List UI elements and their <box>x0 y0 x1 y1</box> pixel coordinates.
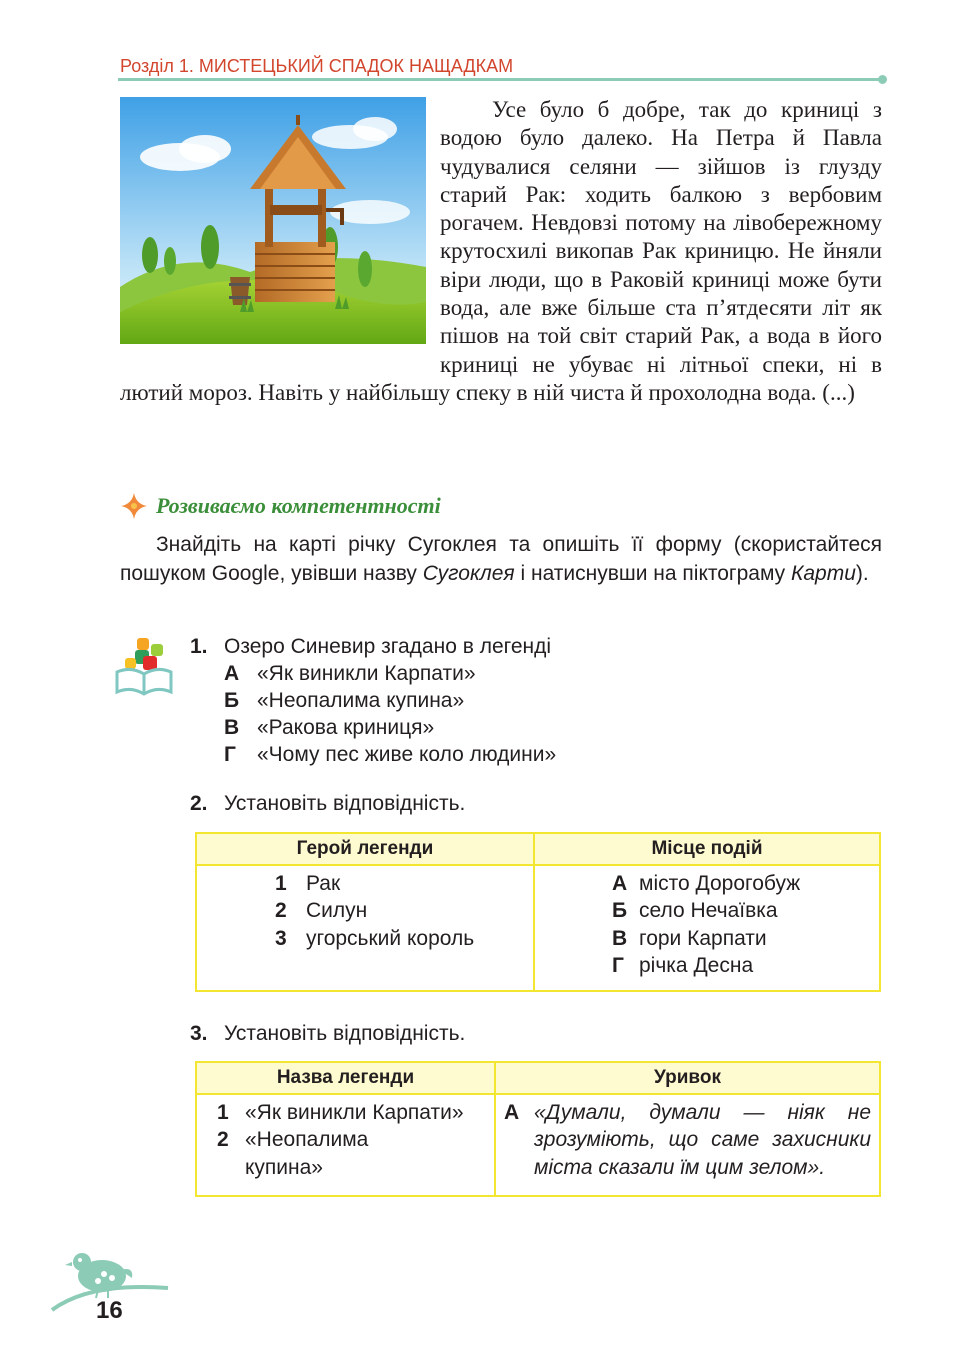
question-2-text: Установіть відповідність. <box>224 792 466 815</box>
list-item[interactable] <box>612 925 879 952</box>
map-task-part: ). <box>855 562 869 585</box>
excerpt-text: «Думали, думали — ніяк не зрозуміють, що саме захисники міста сказали їм цим зелом». <box>534 1101 871 1179</box>
q1-option-a[interactable] <box>224 662 476 686</box>
item-letter: Б <box>612 899 628 923</box>
item-text: «Як виникли Карпати» <box>245 1101 464 1124</box>
item-letter: В <box>612 926 628 950</box>
q2-places-list <box>535 866 879 979</box>
q1-option-c[interactable] <box>224 716 434 740</box>
river-name: Сугоклея <box>422 562 515 585</box>
list-item[interactable] <box>275 870 533 897</box>
list-item[interactable] <box>217 1099 494 1126</box>
option-text: «Чому пес живе коло людини» <box>257 743 557 766</box>
sparkle-icon <box>120 492 148 520</box>
list-item[interactable] <box>217 1126 494 1153</box>
q2-col-heroes: Герой легенди <box>196 833 534 865</box>
list-item[interactable] <box>275 897 533 924</box>
chapter-header: Розділ 1. МИСТЕЦЬКИЙ СПАДОК НАЩАДКАМ <box>120 56 514 76</box>
illustration-space <box>120 96 440 351</box>
option-text: «Неопалима купина» <box>257 689 465 712</box>
story-text <box>120 96 882 407</box>
item-number: 1 <box>275 872 287 895</box>
item-text: купина» <box>245 1155 323 1179</box>
map-task-text <box>120 530 882 588</box>
option-text: «Ракова криниця» <box>257 716 435 739</box>
section-title: Розвиваємо компетентності <box>156 493 441 518</box>
list-item[interactable] <box>612 952 879 979</box>
item-text: село Нечаївка <box>639 899 778 923</box>
item-text: Силун <box>306 899 368 923</box>
question-3-text: Установіть відповідність. <box>224 1022 466 1045</box>
maps-name: Карти <box>790 562 856 585</box>
q1-option-d[interactable] <box>224 743 556 767</box>
question-1-text: Озеро Синевир згадано в легенді <box>224 635 552 658</box>
q3-names-cell <box>196 1094 495 1196</box>
q3-col-excerpt: Уривок <box>495 1062 880 1094</box>
item-text: місто Дорогобуж <box>639 872 801 895</box>
item-number: 3 <box>275 926 287 950</box>
q2-heroes-list <box>197 866 533 952</box>
option-letter: А <box>224 662 240 685</box>
page-number: 16 <box>96 1297 123 1324</box>
q1-option-b[interactable] <box>224 689 464 713</box>
item-text: річка Десна <box>639 953 754 977</box>
option-letter: Б <box>224 689 240 712</box>
item-number: 2 <box>217 1128 229 1152</box>
question-3-number: 3. <box>190 1022 208 1045</box>
map-task <box>120 530 882 588</box>
header-rule <box>118 78 882 81</box>
section-heading <box>120 492 441 520</box>
list-item[interactable] <box>275 925 533 952</box>
q3-excerpt-cell[interactable] <box>495 1094 880 1196</box>
q3-excerpt-row <box>496 1095 879 1181</box>
map-task-part: Знайдіть на карті річку Сугоклея та опишіть її форму (скористайтеся пошуком Google, увівши назву <box>120 533 882 585</box>
map-task-part: і натиснувши на піктограму <box>514 562 791 585</box>
item-text: «Неопалима <box>245 1128 369 1152</box>
list-item <box>217 1154 494 1181</box>
list-item[interactable] <box>612 897 879 924</box>
option-letter: Г <box>224 743 236 766</box>
q2-match-table <box>195 832 881 992</box>
q2-col-places: Місце подій <box>534 833 880 865</box>
q2-heroes-cell <box>196 865 534 991</box>
item-number: 2 <box>275 899 287 923</box>
open-book-icon <box>113 636 175 698</box>
item-text: Рак <box>306 872 341 895</box>
question-2-number: 2. <box>190 792 208 815</box>
item-text: угорський король <box>306 926 475 950</box>
option-letter: В <box>224 716 240 739</box>
item-letter: А <box>612 872 628 895</box>
item-letter: Г <box>612 953 624 977</box>
item-text: гори Карпати <box>639 926 767 950</box>
item-letter: А <box>504 1101 520 1124</box>
item-number: 1 <box>217 1101 229 1124</box>
story-paragraph: Усе було б добре, так до криниці з водою було далеко. На Петра й Павла чудувалися селяни — зійшов із глузду старий Рак: ходить балкою з вербовим рогачем. Невдовзі потому на лівобережному крутосхилі викопав Рак криницю. Не йняли віри люди, що в Раковій криниці може бути вода, але вже більше ста п’ятдесяти літ як пішов на той світ старий Рак, а вода в його криниці не убуває ні літньої спеки, ні в лютий мороз. Навіть у найбільшу спеку в ній чиста й прохолодна вода. (...) <box>120 97 882 405</box>
option-text: «Як виникли Карпати» <box>257 662 476 685</box>
q3-match-table <box>195 1061 881 1197</box>
q2-places-cell <box>534 865 880 991</box>
q3-col-names: Назва легенди <box>196 1062 495 1094</box>
question-1-number: 1. <box>190 635 208 658</box>
q3-names-list <box>197 1095 494 1181</box>
list-item[interactable] <box>612 870 879 897</box>
open-book-icon-svg <box>113 636 175 698</box>
header-rule-dot <box>878 75 887 84</box>
